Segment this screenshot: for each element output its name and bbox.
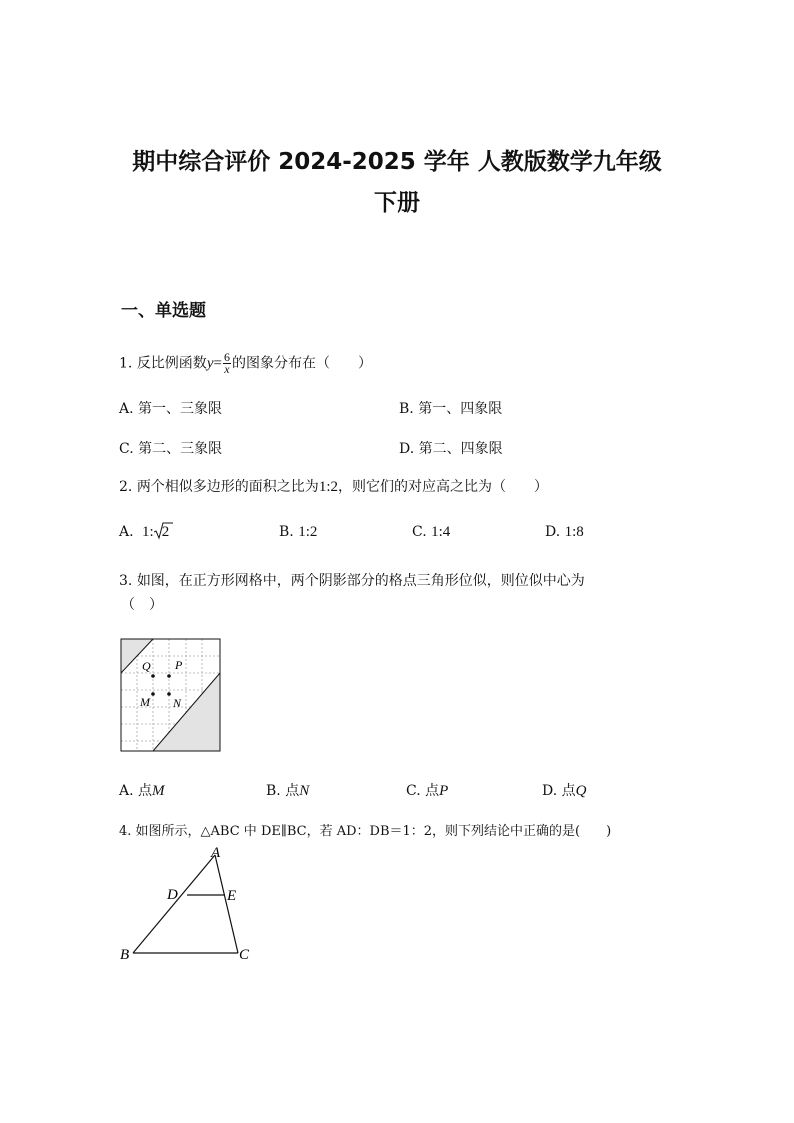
option-text: 第一、四象限 [418, 401, 503, 417]
option-label: C. [406, 783, 421, 799]
option-text: 1:4 [431, 524, 451, 540]
question-2 [119, 476, 548, 496]
option-2c[interactable] [412, 524, 450, 541]
label-c: C [239, 947, 250, 963]
option-2d[interactable] [545, 524, 584, 541]
fraction-numerator: 6 [223, 350, 230, 364]
option-label: D. [399, 441, 415, 457]
label-e: E [227, 888, 237, 904]
page-title: 期中综合评价 2024-2025 学年 人教版数学九年级 [132, 149, 662, 175]
side-ab [133, 855, 215, 953]
question-text: 反比例函数 [136, 355, 207, 372]
question-4 [119, 820, 611, 839]
page-title-line2: 下册 [374, 190, 420, 216]
label-n: N [173, 696, 182, 710]
option-3c[interactable] [406, 780, 448, 800]
option-text: 点 [561, 783, 576, 799]
option-text: 1: [142, 524, 154, 540]
large-shaded-triangle [153, 673, 220, 751]
label-a: A [211, 845, 221, 861]
formula-eq: = [213, 355, 222, 372]
question-number: 1. [119, 355, 133, 372]
ratio: 1:2 [318, 479, 338, 495]
question-text: 如图所示，△ABC 中 DE∥BC，若 AD：DB＝1：2，则下列结论中正确的是( ) [135, 824, 612, 839]
label-b: B [120, 947, 130, 963]
option-1c[interactable] [119, 438, 222, 458]
option-label: D. [542, 783, 558, 799]
label-p: P [175, 658, 183, 672]
fraction [223, 352, 231, 375]
option-label: A. [119, 524, 134, 540]
option-2b[interactable] [279, 524, 317, 541]
option-text: 第二、三象限 [138, 441, 223, 457]
option-label: B. [279, 524, 294, 540]
side-ac [215, 855, 238, 953]
option-variable: P [439, 783, 449, 799]
point-p [167, 674, 171, 678]
option-text: 1:8 [564, 524, 584, 540]
sqrt-value: 2 [161, 524, 170, 540]
option-variable: N [299, 783, 310, 799]
grid-figure [118, 636, 224, 754]
option-text: 第一、三象限 [138, 401, 223, 417]
option-label: B. [266, 783, 281, 799]
fraction-denominator: x [224, 362, 230, 376]
sqrt-expression [154, 524, 170, 541]
option-label: A. [119, 401, 134, 417]
option-3a[interactable] [119, 780, 165, 800]
sqrt-icon [154, 521, 174, 541]
option-label: B. [399, 401, 414, 417]
question-number: 4. [119, 824, 132, 839]
question-1 [119, 352, 372, 375]
question-number: 3. [119, 573, 133, 589]
option-label: C. [412, 524, 427, 540]
option-label: D. [545, 524, 561, 540]
option-1a[interactable] [119, 398, 222, 418]
question-3-line2: （ ） [121, 597, 163, 613]
option-text: 点 [138, 783, 153, 799]
label-d: D [167, 887, 178, 903]
option-1d[interactable] [399, 438, 503, 458]
label-m: M [140, 695, 150, 709]
formula-lhs: y [206, 355, 214, 372]
point-n [167, 692, 171, 696]
label-q: Q [142, 659, 151, 673]
option-label: A. [119, 783, 134, 799]
question-number: 2. [119, 479, 133, 495]
option-variable: M [152, 783, 165, 799]
question-text-after: 的图象分布在（ ） [231, 355, 372, 372]
option-text: 点 [425, 783, 440, 799]
triangle-figure [112, 842, 262, 966]
section-heading: 一、单选题 [121, 301, 206, 321]
option-3b[interactable] [266, 780, 309, 800]
question-text: 如图，在正方形网格中，两个阴影部分的格点三角形位似，则位似中心为 [136, 573, 585, 589]
option-2a[interactable] [119, 524, 169, 541]
option-label: C. [119, 441, 134, 457]
option-text: 第二、四象限 [418, 441, 503, 457]
point-m [151, 692, 155, 696]
option-3d[interactable] [542, 780, 586, 800]
option-variable: Q [575, 783, 587, 799]
question-text: 两个相似多边形的面积之比为 [136, 479, 319, 495]
point-q [151, 674, 155, 678]
question-text-after: ，则它们的对应高之比为（ ） [337, 479, 548, 495]
question-3 [119, 570, 585, 590]
option-1b[interactable] [399, 398, 502, 418]
option-text: 1:2 [298, 524, 318, 540]
option-text: 点 [285, 783, 300, 799]
